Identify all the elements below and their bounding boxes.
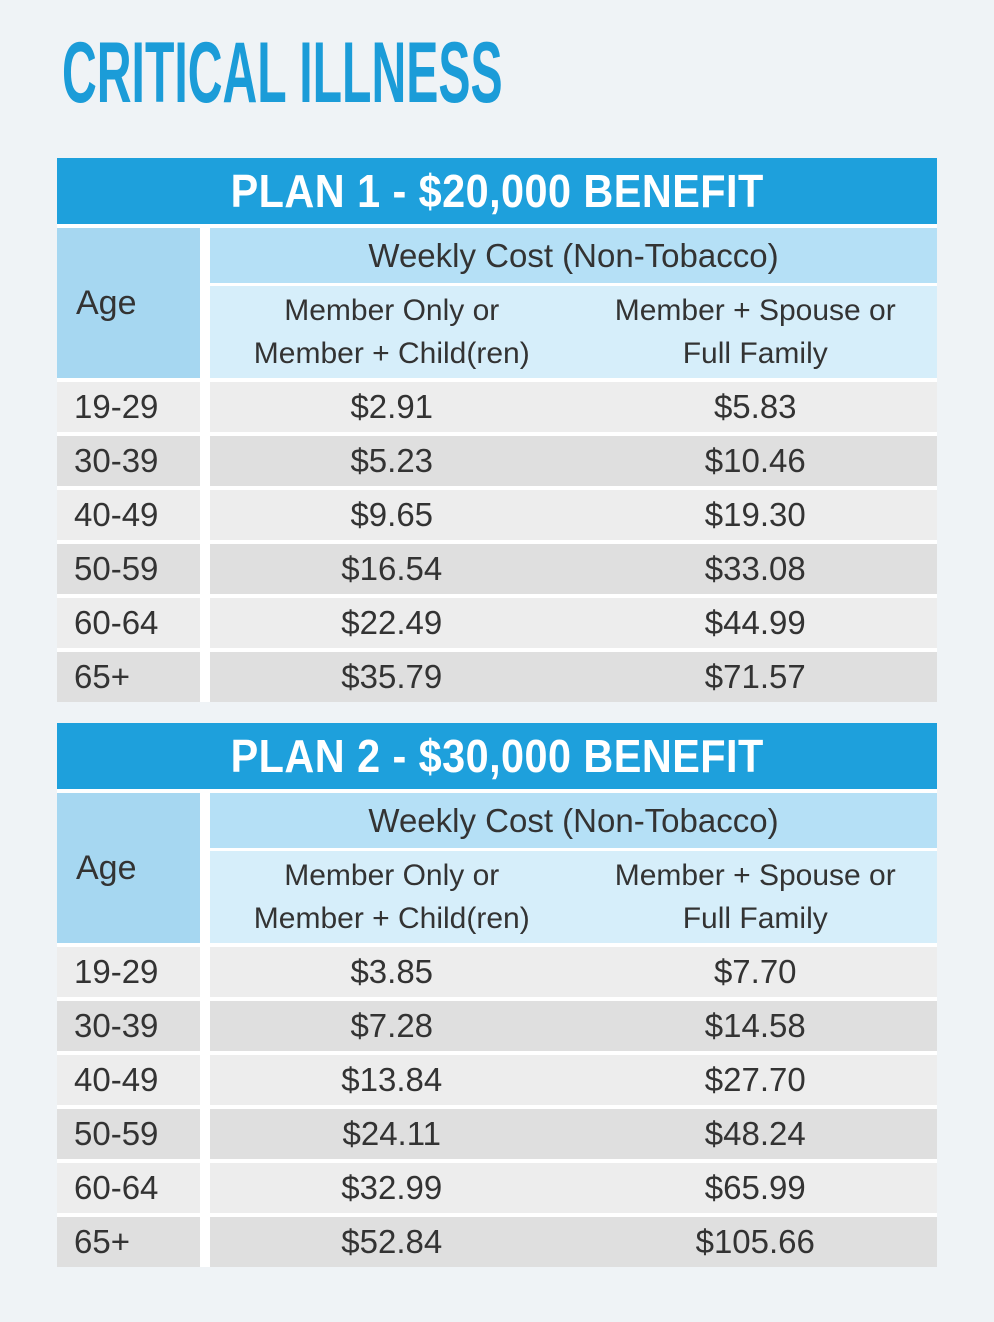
column-gutter	[200, 1217, 210, 1267]
table-row	[57, 544, 937, 594]
page-title: CRITICAL ILLNESS	[62, 25, 503, 121]
table-row	[57, 382, 937, 432]
column-gutter	[200, 382, 210, 432]
cost-subheaders	[210, 848, 937, 943]
table-row	[57, 652, 937, 702]
member-cost-cell: $22.49	[210, 598, 574, 648]
column-gutter	[200, 1001, 210, 1051]
table-row	[57, 947, 937, 997]
family-header-line1: Member + Spouse or	[614, 859, 896, 892]
member-header-line2: Member + Child(ren)	[253, 337, 530, 370]
table-row	[57, 1055, 937, 1105]
plan-1-banner	[57, 158, 937, 224]
family-cost-cell: $65.99	[574, 1163, 938, 1213]
plan-2-rows	[57, 947, 937, 1267]
column-gutter	[200, 652, 210, 702]
age-cell: 40-49	[57, 490, 200, 540]
plan-2-grid	[57, 793, 937, 1267]
age-column-header: Age	[57, 228, 200, 378]
plan-2-banner-text: PLAN 2 - $30,000 BENEFIT	[230, 730, 764, 782]
member-cost-cell: $13.84	[210, 1055, 574, 1105]
member-column-header	[210, 851, 574, 943]
family-cost-cell: $48.24	[574, 1109, 938, 1159]
member-cost-cell: $7.28	[210, 1001, 574, 1051]
member-cost-cell: $32.99	[210, 1163, 574, 1213]
member-cost-cell: $52.84	[210, 1217, 574, 1267]
plan-2-header	[57, 793, 937, 943]
column-gutter	[200, 1055, 210, 1105]
plan-2-table	[57, 723, 937, 1267]
weekly-cost-header: Weekly Cost (Non-Tobacco)	[210, 228, 937, 283]
plan-1-rows	[57, 382, 937, 702]
column-gutter	[200, 1109, 210, 1159]
column-gutter	[200, 793, 210, 943]
member-header-line2: Member + Child(ren)	[253, 902, 530, 935]
member-cost-cell: $5.23	[210, 436, 574, 486]
column-gutter	[200, 1163, 210, 1213]
table-row	[57, 1109, 937, 1159]
cost-columns-header	[210, 793, 937, 943]
family-cost-cell: $7.70	[574, 947, 938, 997]
table-row	[57, 598, 937, 648]
plan-1-grid	[57, 228, 937, 702]
plan-1-header	[57, 228, 937, 378]
member-header-line1: Member Only or	[284, 859, 500, 892]
age-cell: 65+	[57, 652, 200, 702]
column-gutter	[200, 544, 210, 594]
family-cost-cell: $105.66	[574, 1217, 938, 1267]
plan-2-banner	[57, 723, 937, 789]
family-cost-cell: $27.70	[574, 1055, 938, 1105]
table-row	[57, 1217, 937, 1267]
age-cell: 50-59	[57, 1109, 200, 1159]
family-cost-cell: $19.30	[574, 490, 938, 540]
member-cost-cell: $24.11	[210, 1109, 574, 1159]
family-cost-cell: $71.57	[574, 652, 938, 702]
family-cost-cell: $10.46	[574, 436, 938, 486]
member-cost-cell: $2.91	[210, 382, 574, 432]
column-gutter	[200, 436, 210, 486]
age-cell: 60-64	[57, 1163, 200, 1213]
age-cell: 40-49	[57, 1055, 200, 1105]
member-column-header	[210, 286, 574, 378]
family-cost-cell: $5.83	[574, 382, 938, 432]
member-cost-cell: $35.79	[210, 652, 574, 702]
age-cell: 19-29	[57, 947, 200, 997]
family-cost-cell: $33.08	[574, 544, 938, 594]
family-column-header	[574, 851, 938, 943]
column-gutter	[200, 947, 210, 997]
plan-1-banner-text: PLAN 1 - $20,000 BENEFIT	[230, 165, 764, 217]
member-cost-cell: $9.65	[210, 490, 574, 540]
age-cell: 19-29	[57, 382, 200, 432]
family-column-header	[574, 286, 938, 378]
weekly-cost-header: Weekly Cost (Non-Tobacco)	[210, 793, 937, 848]
family-header-line1: Member + Spouse or	[614, 294, 896, 327]
member-cost-cell: $16.54	[210, 544, 574, 594]
table-row	[57, 1163, 937, 1213]
age-cell: 60-64	[57, 598, 200, 648]
column-gutter	[200, 490, 210, 540]
member-cost-cell: $3.85	[210, 947, 574, 997]
table-row	[57, 436, 937, 486]
column-gutter	[200, 228, 210, 378]
table-row	[57, 1001, 937, 1051]
age-cell: 65+	[57, 1217, 200, 1267]
age-cell: 50-59	[57, 544, 200, 594]
plan-1-table	[57, 158, 937, 702]
family-cost-cell: $14.58	[574, 1001, 938, 1051]
member-header-line1: Member Only or	[284, 294, 500, 327]
family-cost-cell: $44.99	[574, 598, 938, 648]
age-cell: 30-39	[57, 436, 200, 486]
family-header-line2: Full Family	[682, 902, 828, 935]
age-column-header: Age	[57, 793, 200, 943]
column-gutter	[200, 598, 210, 648]
table-row	[57, 490, 937, 540]
cost-subheaders	[210, 283, 937, 378]
family-header-line2: Full Family	[682, 337, 828, 370]
age-cell: 30-39	[57, 1001, 200, 1051]
cost-columns-header	[210, 228, 937, 378]
